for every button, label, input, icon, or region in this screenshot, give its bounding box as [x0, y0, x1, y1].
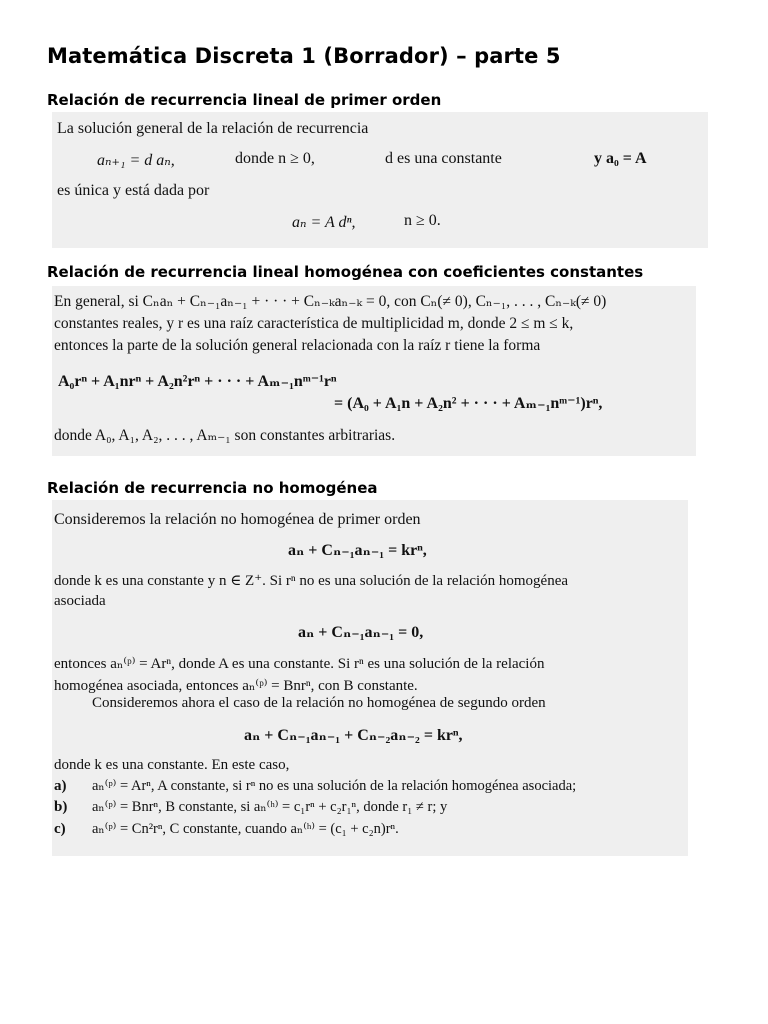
text-line: homogénea asociada, entonces aₙ⁽ᵖ⁾ = Bnrⁿ, con B constante. — [54, 678, 418, 694]
text-line: constantes reales, y r es una raíz característica de multiplicidad m, donde 2 ≤ m ≤ k, — [54, 315, 574, 332]
list-marker: a) — [54, 778, 67, 794]
page-title: Matemática Discreta 1 (Borrador) – parte 5 — [47, 44, 561, 68]
list-item: aₙ⁽ᵖ⁾ = Arⁿ, A constante, si rⁿ no es una solución de la relación homogénea asociada; — [92, 778, 577, 794]
text-line: La solución general de la relación de recurrencia — [57, 120, 369, 137]
text-line: donde A₀, A₁, A₂, . . . , Aₘ₋₁ son constantes arbitrarias. — [54, 427, 396, 444]
equation: A₀rⁿ + A₁nrⁿ + A₂n²rⁿ + · · · + Aₘ₋₁nᵐ⁻¹rⁿ — [58, 373, 337, 390]
text-line: donde k es una constante y n ∈ Z⁺. Si rⁿ no es una solución de la relación homogénea — [54, 573, 569, 589]
equation: = (A₀ + A₁n + A₂n² + · · · + Aₘ₋₁nᵐ⁻¹)rⁿ, — [334, 395, 603, 412]
list-marker: c) — [54, 821, 66, 837]
scan-first-order — [52, 112, 708, 248]
list-item: aₙ⁽ᵖ⁾ = Bnrⁿ, B constante, si aₙ⁽ʰ⁾ = c₁rⁿ + c₂r₁ⁿ, donde r₁ ≠ r; y — [92, 799, 448, 815]
text-line: n ≥ 0. — [404, 212, 441, 229]
section-heading-non-homogeneous: Relación de recurrencia no homogénea — [47, 479, 378, 497]
list-marker: b) — [54, 799, 68, 815]
text-line: Consideremos ahora el caso de la relación no homogénea de segundo orden — [92, 695, 546, 711]
text-line: donde k es una constante. En este caso, — [54, 757, 290, 773]
equation: aₙ + Cₙ₋₁aₙ₋₁ = 0, — [298, 624, 424, 641]
text-line: Consideremos la relación no homogénea de primer orden — [54, 511, 421, 528]
text-line: d es una constante — [385, 150, 502, 167]
text-line: donde n ≥ 0, — [235, 150, 315, 167]
equation: aₙ + Cₙ₋₁aₙ₋₁ + Cₙ₋₂aₙ₋₂ = krⁿ, — [244, 727, 463, 744]
section-heading-homogeneous: Relación de recurrencia lineal homogénea con coeficientes constantes — [47, 263, 644, 281]
text-line: asociada — [54, 593, 106, 609]
section-heading-first-order: Relación de recurrencia lineal de primer orden — [47, 91, 442, 109]
text-line: y a₀ = A — [594, 150, 647, 167]
text-line: entonces aₙ⁽ᵖ⁾ = Arⁿ, donde A es una constante. Si rⁿ es una solución de la relación — [54, 656, 545, 672]
equation: aₙ₊₁ = d aₙ, — [97, 152, 175, 169]
list-item: aₙ⁽ᵖ⁾ = Cn²rⁿ, C constante, cuando aₙ⁽ʰ⁾ = (c₁ + c₂n)rⁿ. — [92, 821, 399, 837]
scan-non-homogeneous — [52, 500, 688, 856]
equation: aₙ = A dⁿ, — [292, 214, 356, 231]
text-line: entonces la parte de la solución general relacionada con la raíz r tiene la forma — [54, 337, 541, 354]
scan-homogeneous — [52, 286, 696, 456]
text-line: En general, si Cₙaₙ + Cₙ₋₁aₙ₋₁ + · · · + Cₙ₋ₖaₙ₋ₖ = 0, con Cₙ(≠ 0), Cₙ₋₁, . . . , Cₙ₋ₖ(≠ 0) — [54, 293, 607, 310]
text-line: es única y está dada por — [57, 182, 210, 199]
equation: aₙ + Cₙ₋₁aₙ₋₁ = krⁿ, — [288, 542, 427, 559]
